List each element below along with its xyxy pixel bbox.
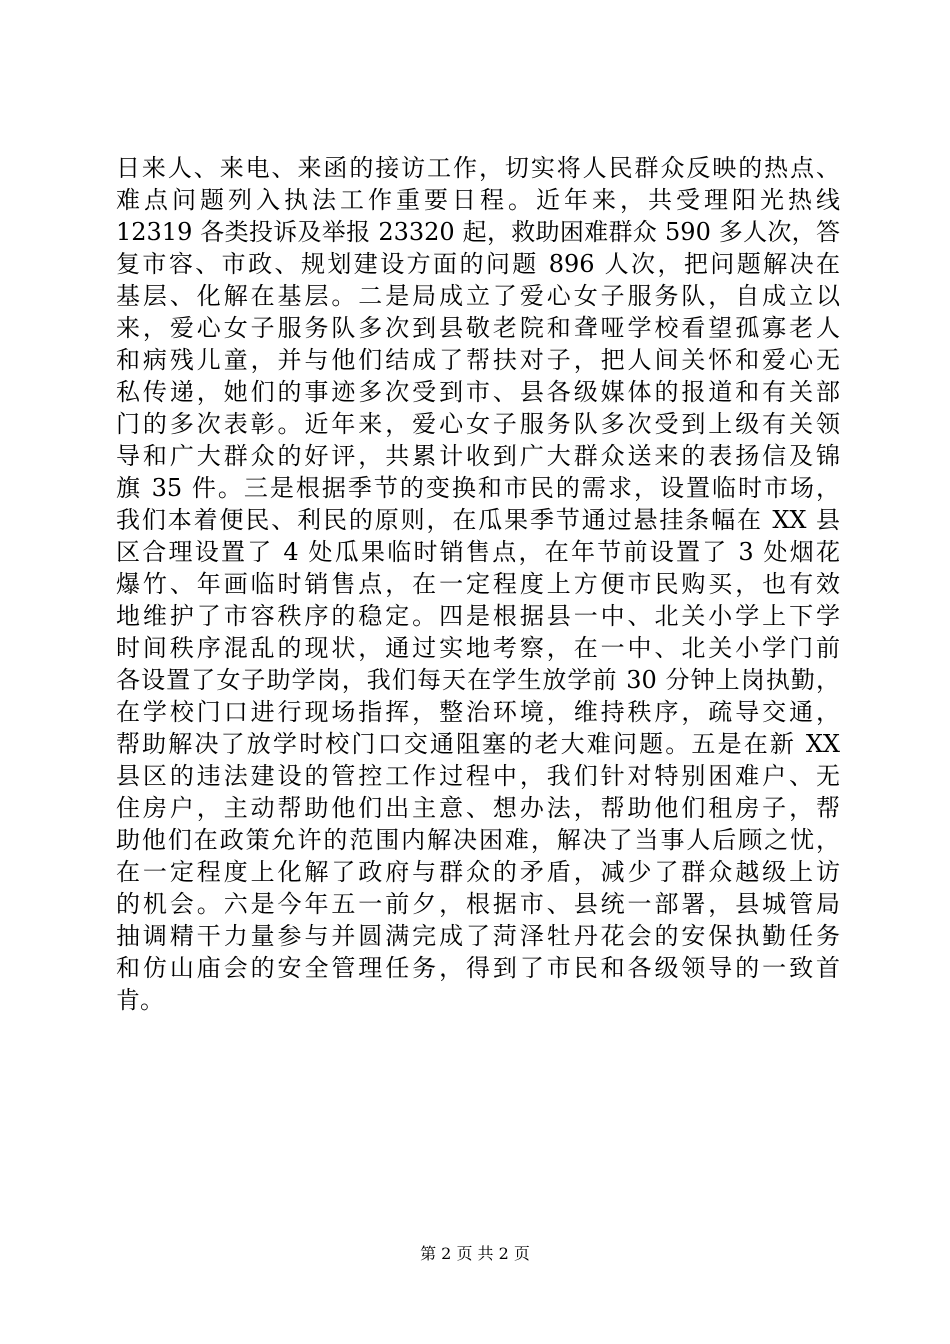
text-line: 基层、化解在基层。二是局成立了爱心女子服务队，自成立以 xyxy=(116,282,840,310)
text-line: 复市容、市政、规划建设方面的问题 896 人次，把问题解决在 xyxy=(116,250,840,278)
text-line: 时间秩序混乱的现状，通过实地考察，在一中、北关小学门前 xyxy=(116,634,840,662)
text-line: 和病残儿童，并与他们结成了帮扶对子，把人间关怀和爱心无 xyxy=(116,346,840,374)
text-line: 帮助解决了放学时校门口交通阻塞的老大难问题。五是在新 XX xyxy=(116,730,840,758)
text-line: 导和广大群众的好评，共累计收到广大群众送来的表扬信及锦 xyxy=(116,442,840,470)
text-line: 在一定程度上化解了政府与群众的矛盾，减少了群众越级上访 xyxy=(116,858,840,886)
text-line: 旗 35 件。三是根据季节的变换和市民的需求，设置临时市场， xyxy=(116,474,840,502)
page-number-footer: 第 2 页 共 2 页 xyxy=(420,1244,530,1263)
body-paragraph xyxy=(116,152,840,1016)
text-line: 私传递，她们的事迹多次受到市、县各级媒体的报道和有关部 xyxy=(116,378,840,406)
text-line: 助他们在政策允许的范围内解决困难，解决了当事人后顾之忧， xyxy=(116,826,840,854)
text-line: 地维护了市容秩序的稳定。四是根据县一中、北关小学上下学 xyxy=(116,602,840,630)
text-line: 门的多次表彰。近年来，爱心女子服务队多次受到上级有关领 xyxy=(116,410,840,438)
text-line: 在学校门口进行现场指挥，整治环境，维持秩序，疏导交通， xyxy=(116,698,840,726)
text-line: 各设置了女子助学岗，我们每天在学生放学前 30 分钟上岗执勤， xyxy=(116,666,840,694)
text-line: 区合理设置了 4 处瓜果临时销售点，在年节前设置了 3 处烟花 xyxy=(116,538,840,566)
text-line: 抽调精干力量参与并圆满完成了菏泽牡丹花会的安保执勤任务 xyxy=(116,922,840,950)
text-line: 和仿山庙会的安全管理任务，得到了市民和各级领导的一致首 xyxy=(116,954,840,982)
text-line: 12319 各类投诉及举报 23320 起，救助困难群众 590 多人次，答 xyxy=(116,218,840,246)
text-line: 我们本着便民、利民的原则，在瓜果季节通过悬挂条幅在 XX 县 xyxy=(116,506,840,534)
text-line: 住房户，主动帮助他们出主意、想办法，帮助他们租房子，帮 xyxy=(116,794,840,822)
text-line: 肯。 xyxy=(116,986,164,1014)
text-line: 来，爱心女子服务队多次到县敬老院和聋哑学校看望孤寡老人 xyxy=(116,314,840,342)
text-line: 的机会。六是今年五一前夕，根据市、县统一部署，县城管局 xyxy=(116,890,840,918)
text-line: 难点问题列入执法工作重要日程。近年来，共受理阳光热线 xyxy=(116,186,840,214)
text-line: 县区的违法建设的管控工作过程中，我们针对特别困难户、无 xyxy=(116,762,840,790)
text-line: 爆竹、年画临时销售点，在一定程度上方便市民购买，也有效 xyxy=(116,570,840,598)
text-line: 日来人、来电、来函的接访工作，切实将人民群众反映的热点、 xyxy=(116,154,840,182)
